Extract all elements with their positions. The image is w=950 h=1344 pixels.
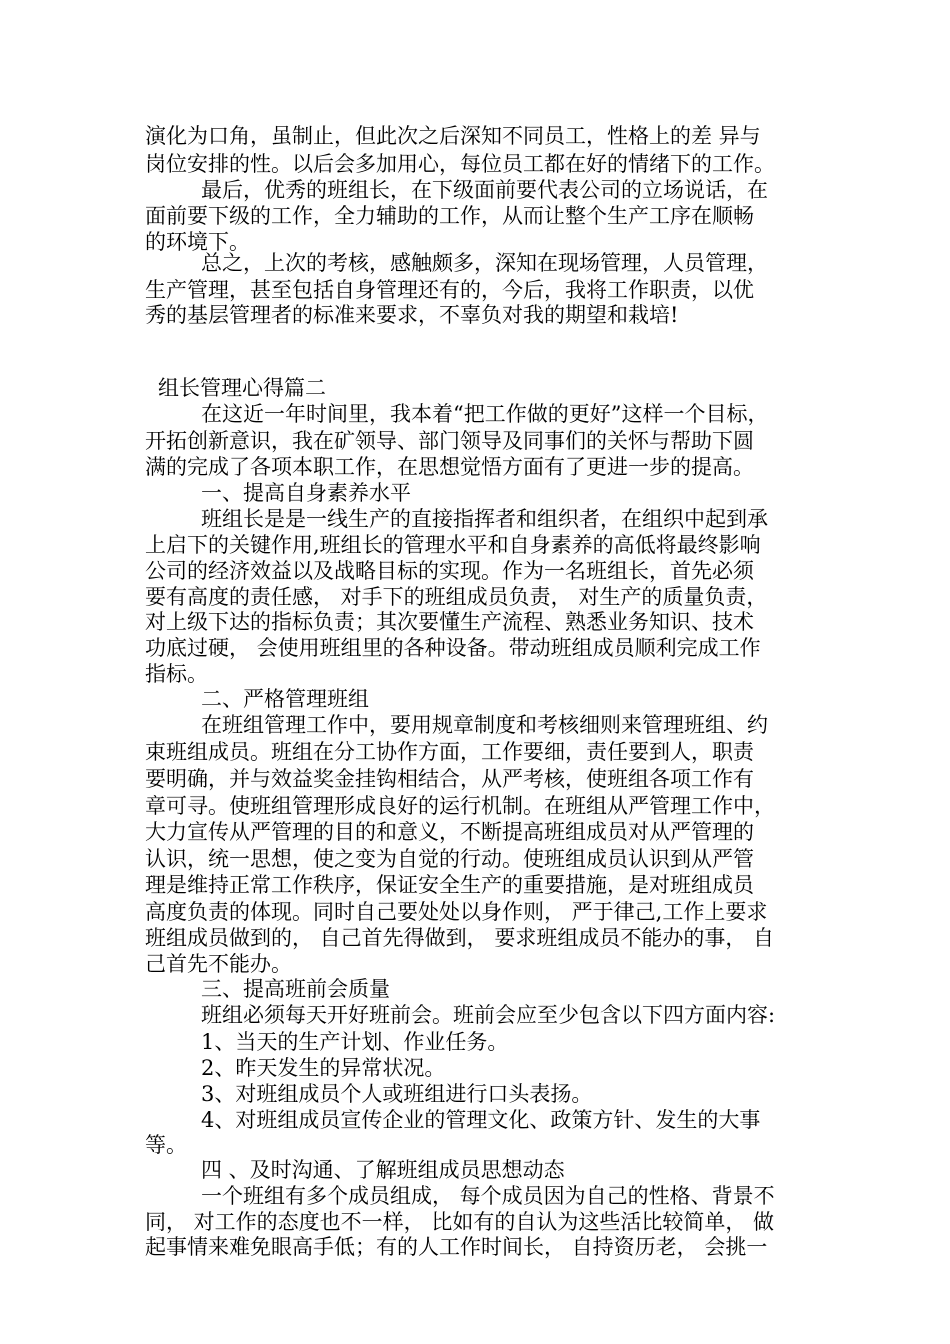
text-line: 功底过硬， 会使用班组里的各种设备。带动班组成员顺利完成工作 — [145, 636, 761, 660]
text-line: 大力宣传从严管理的目的和意义，不断提高班组成员对从严管理的 — [145, 820, 754, 844]
text-line: 面前要下级的工作，全力辅助的工作，从而让整个生产工序在顺畅 — [145, 204, 754, 228]
text-line: 满的完成了各项本职工作，在思想觉悟方面有了更进一步的提高。 — [145, 455, 754, 479]
text-line: 公司的经济效益以及战略目标的实现。作为一名班组长，首先必须 — [145, 559, 754, 583]
text-line: 章可寻。使班组管理形成良好的运行机制。在班组从严管理工作中， — [145, 794, 775, 818]
text-line: 班组必须每天开好班前会。班前会应至少包含以下四方面内容: — [201, 1003, 776, 1027]
text-line: 生产管理，甚至包括自身管理还有的，今后，我将工作职责，以优 — [145, 278, 754, 302]
text-line: 指标。 — [145, 662, 208, 686]
text-line: 理是维持正常工作秩序，保证安全生产的重要措施，是对班组成员 — [145, 873, 754, 897]
text-line: 起事情来难免眼高手低；有的人工作时间长， 自持资历老， 会挑一 — [145, 1235, 768, 1259]
text-line: 要明确，并与效益奖金挂钩相结合，从严考核，使班组各项工作有 — [145, 767, 754, 791]
text-line: 上启下的关键作用,班组长的管理水平和自身素养的高低将最终影响 — [145, 533, 761, 557]
text-line: 在班组管理工作中，要用规章制度和考核细则来管理班组、约 — [201, 713, 768, 737]
text-line: 束班组成员。班组在分工协作方面，工作要细，责任要到人，职责 — [145, 740, 754, 764]
text-line: 演化为口角，虽制止，但此次之后深知不同员工，性格上的差 异与 — [145, 124, 761, 148]
list-item: 2、昨天发生的异常状况。 — [201, 1056, 446, 1080]
subheading: 二、严格管理班组 — [201, 687, 369, 711]
text-line: 总之，上次的考核，感触颇多，深知在现场管理，人员管理， — [201, 251, 768, 275]
text-line: 岗位安排的性。以后会多加用心，每位员工都在好的情绪下的工作。 — [145, 152, 775, 176]
text-line: 同， 对工作的态度也不一样， 比如有的自认为这些活比较简单， 做 — [145, 1210, 775, 1234]
text-line: 最后，优秀的班组长，在下级面前要代表公司的立场说话，在 — [201, 178, 768, 202]
text-line: 等。 — [145, 1133, 187, 1157]
text-line: 秀的基层管理者的标准来要求，不辜负对我的期望和栽培! — [145, 303, 679, 327]
subheading: 四 、及时沟通、了解班组成员思想动态 — [201, 1158, 565, 1182]
subheading: 三、提高班前会质量 — [201, 977, 390, 1001]
text-line: 开拓创新意识，我在矿领导、部门领导及同事们的关怀与帮助下圆 — [145, 429, 754, 453]
text-line: 高度负责的体现。同时自己要处处以身作则， 严于律己,工作上要求 — [145, 900, 768, 924]
subheading: 一、提高自身素养水平 — [201, 481, 411, 505]
text-line: 己首先不能办。 — [145, 952, 292, 976]
text-line: 的环境下。 — [145, 230, 250, 254]
text-line: 要有高度的责任感， 对手下的班组成员负责， 对生产的质量负责， — [145, 585, 768, 609]
text-line: 在这近一年时间里，我本着“把工作做的更好”这样一个目标， — [201, 402, 769, 426]
list-item: 3、对班组成员个人或班组进行口头表扬。 — [201, 1082, 593, 1106]
text-line: 班组长是是一线生产的直接指挥者和组织者，在组织中起到承 — [201, 507, 768, 531]
text-line: 一个班组有多个成员组成， 每个成员因为自己的性格、背景不 — [201, 1184, 775, 1208]
text-line: 认识，统一思想，使之变为自觉的行动。使班组成员认识到从严管 — [145, 847, 754, 871]
list-item: 4、对班组成员宣传企业的管理文化、政策方针、发生的大事 — [201, 1108, 761, 1132]
text-line: 班组成员做到的， 自己首先得做到， 要求班组成员不能办的事， 自 — [145, 926, 775, 950]
text-line: 对上级下达的指标负责；其次要懂生产流程、熟悉业务知识、技术 — [145, 610, 754, 634]
list-item: 1、当天的生产计划、作业任务。 — [201, 1030, 509, 1054]
section-heading: 组长管理心得篇二 — [158, 376, 326, 400]
